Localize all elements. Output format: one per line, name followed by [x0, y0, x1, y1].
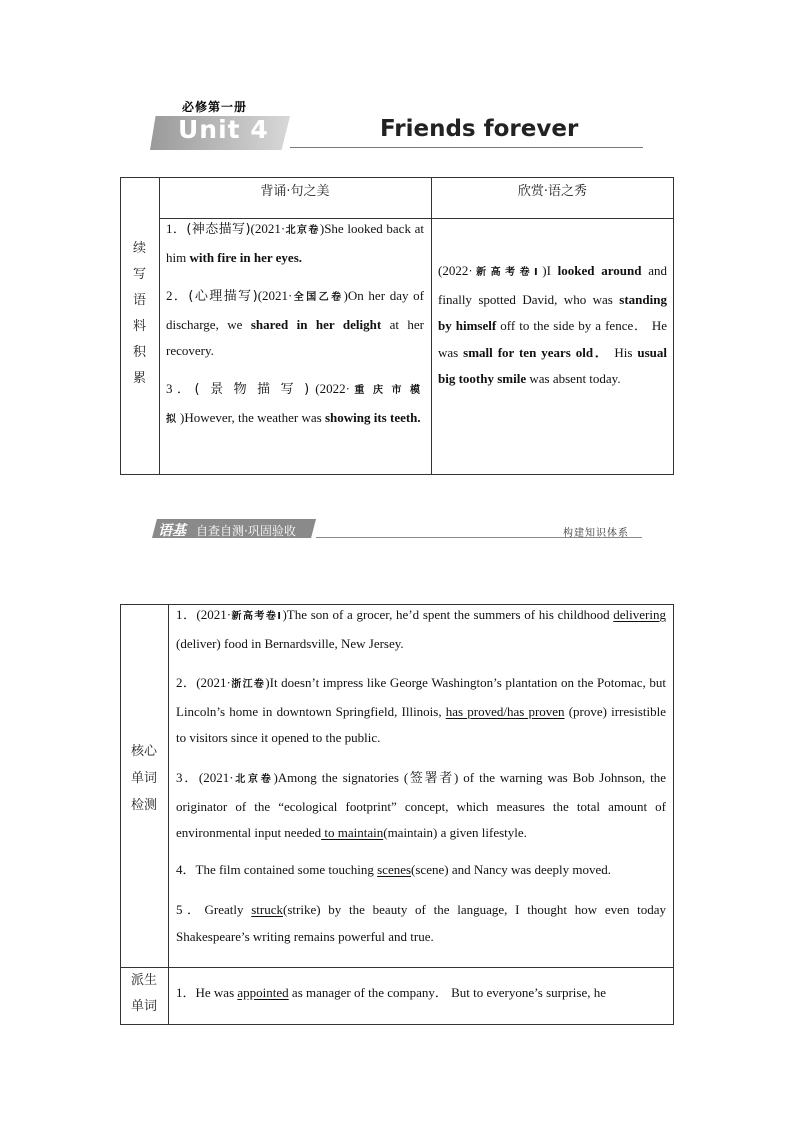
recite-item-1: 1．(神态描写)(2021·北京卷)She looked back at him with fire in her eyes.: [166, 221, 424, 265]
section-right-label: 构建知识体系: [563, 528, 629, 539]
unit-badge: Unit 4: [178, 115, 269, 144]
section-label: 语基: [158, 523, 186, 539]
appreciate-passage: (2022·新高考卷Ⅰ)I looked around and finally spotted David, who was standing by himself off to the side by a fence． He was small for ten years old． His usual big toothy smile was absent today.: [438, 263, 668, 386]
core-word-item-3: 3．(2021·北京卷)Among the signatories (签署者) of the warning was Bob Johnson, the originator of the “ecological footprint” concept, which measures the total amount of environmental input needed to maintain(maintain) a given lifestyle.: [176, 770, 667, 840]
table1-col-divider-b: [431, 177, 432, 475]
answer-blank: delivering: [613, 607, 666, 622]
table2-row-divider: [120, 967, 674, 968]
derived-word-item-1: 1．He was appointed as manager of the company． But to everyone’s surprise, he: [176, 985, 606, 1000]
answer-blank: to maintain: [321, 825, 384, 840]
core-word-item-2: 2．(2021·浙江卷)It doesn’t impress like George Washington’s plantation on the Potomac, but Lincoln’s home in downtown Springfield, Illinois, has proved/has proven (prove) irresistible to visitors since it opened to the public.: [176, 675, 666, 745]
table1-col2-header: 欣赏·语之秀: [517, 184, 588, 199]
header-rule: [290, 147, 643, 148]
recite-item-3: 3．(景物描写)(2022·重庆市模拟)However, the weather was showing its teeth.: [166, 381, 424, 425]
answer-blank: struck: [251, 902, 284, 917]
table1-side-label: 续 写 语 料 积 累: [132, 241, 146, 386]
core-word-item-1: 1．(2021·新高考卷Ⅰ)The son of a grocer, he’d spent the summers of his childhood delivering (deliver) food in Bernardsville, New Jersey.: [176, 607, 666, 651]
core-word-item-4: 4．The film contained some touching scenes(scene) and Nancy was deeply moved.: [176, 862, 612, 877]
answer-blank: scenes: [377, 862, 412, 877]
table2-col-divider: [168, 604, 169, 1025]
table2-core-words-label: 核心 单词 检测: [130, 744, 157, 813]
page-title: Friends forever: [380, 116, 579, 142]
recite-item-2: 2．(心理描写)(2021·全国乙卷)On her day of discharge, we shared in her delight at her recovery.: [166, 288, 425, 358]
table2-derived-words-label: 派生 单词: [130, 973, 157, 1014]
book-label: 必修第一册: [182, 100, 248, 114]
section-subtitle: 自查自测·巩固验收: [196, 524, 296, 538]
table1-col1-header: 背诵·句之美: [260, 184, 330, 199]
core-word-item-5: 5．Greatly struck(strike) by the beauty of the language, I thought how even today Shakespeare’s writing remains powerful and true.: [176, 902, 666, 944]
answer-blank: appointed: [237, 985, 289, 1000]
answer-blank: has proved/has proven: [445, 703, 565, 719]
table1-col-divider-a: [159, 177, 160, 475]
